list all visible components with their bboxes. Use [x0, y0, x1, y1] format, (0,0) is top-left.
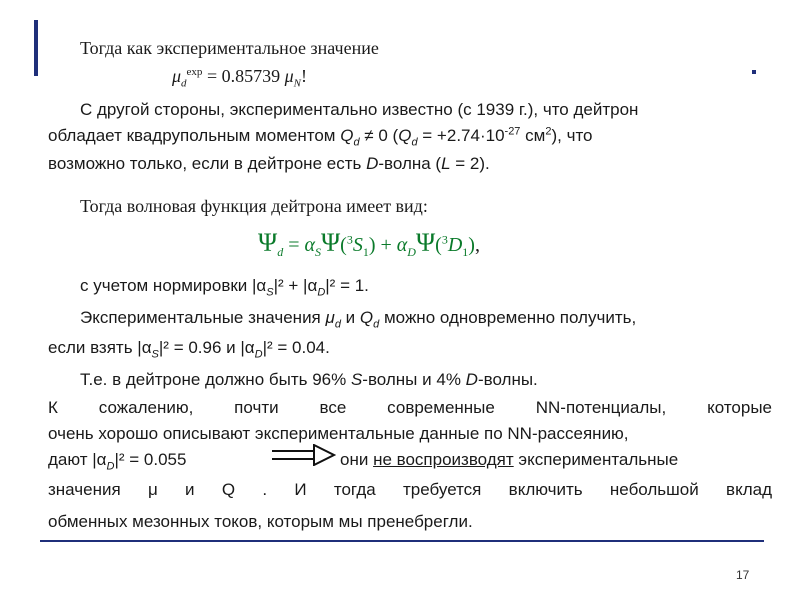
- line-10: Т.е. в дейтроне должно быть 96% S-волны и 4% D-волны.: [80, 370, 538, 389]
- line-4: обладает квадрупольным моментом $Q_d \ne 0$ ($Q_d = +2.74\cdot 10^{-27}$ $см^2$), что: [48, 125, 593, 149]
- wave-function-formula: $\Psi_d = \alpha_S\Psi(^3S_1) + \alpha_D\Psi(^3D_1)$,: [258, 228, 480, 259]
- page-number: 17: [736, 568, 750, 582]
- line-5: возможно только, если в дейтроне есть D-волна (L = 2).: [48, 154, 490, 173]
- slide-dot-marker: [752, 70, 756, 74]
- slide-frame-bottom: [40, 540, 764, 542]
- line-12: очень хорошо описывают экспериментальные данные по NN-рассеянию,: [48, 424, 629, 443]
- line-3: С другой стороны, экспериментально известно (с 1939 г.), что дейтрон: [80, 100, 639, 119]
- line-13: дают $|\alpha_D|^2 = 0.055$: [48, 450, 187, 473]
- line-1: Тогда как экспериментальное значение: [80, 38, 379, 58]
- line-14: значения μ и Q . И тогда требуется включить небольшой вклад: [48, 480, 772, 499]
- line-15: обменных мезонных токов, которым мы пренебрегли.: [48, 512, 473, 531]
- line-mu-exp: $\mu_d^{exp} = 0.85739$ $\mu_N$!: [172, 66, 307, 90]
- line-8: Экспериментальные значения $\mu_d$ и $Q_d$ можно одновременно получить,: [80, 308, 637, 331]
- line-6: Тогда волновая функция дейтрона имеет вид:: [80, 196, 428, 216]
- line-13b: они не воспроизводят экспериментальные: [340, 450, 679, 469]
- line-11: К сожалению, почти все современные NN-потенциалы, которые: [48, 398, 772, 417]
- slide-frame-left: [34, 20, 38, 76]
- line-9: если взять $|\alpha_S|^2 = 0.96$ и $|\alpha_D|^2 = 0.04$.: [48, 338, 330, 361]
- implies-arrow-icon: [270, 444, 336, 466]
- line-7: с учетом нормировки $|\alpha_S|^2 + |\alpha_D|^2 = 1$.: [80, 276, 369, 299]
